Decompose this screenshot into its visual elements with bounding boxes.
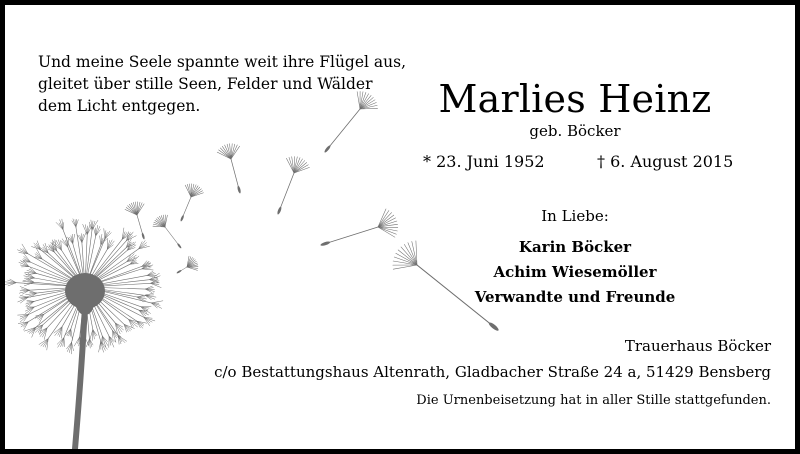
mourner-name: Karin Böcker <box>518 238 632 256</box>
poem-line: gleitet über stille Seen, Felder und Wälder <box>38 75 373 93</box>
funeral-home-address: c/o Bestattungshaus Altenrath, Gladbacher Straße 24 a, 51429 Bensberg <box>214 363 771 381</box>
mourners-intro: In Liebe: <box>541 207 609 225</box>
burial-note: Die Urnenbeisetzung hat in aller Stille stattgefunden. <box>416 393 771 408</box>
birth-name: geb. Böcker <box>529 122 621 140</box>
deceased-name: Marlies Heinz <box>438 77 712 121</box>
death-date: † 6. August 2015 <box>597 152 734 171</box>
poem <box>38 51 418 117</box>
birth-date: * 23. Juni 1952 <box>423 152 545 171</box>
mourner-list <box>435 235 715 310</box>
mourner-name: Achim Wiesemöller <box>493 263 657 281</box>
funeral-home-name: Trauerhaus Böcker <box>624 337 771 355</box>
mourner-name: Verwandte und Freunde <box>474 288 676 306</box>
poem-line: Und meine Seele spannte weit ihre Flügel aus, <box>38 53 407 71</box>
poem-line: dem Licht entgegen. <box>38 97 201 115</box>
